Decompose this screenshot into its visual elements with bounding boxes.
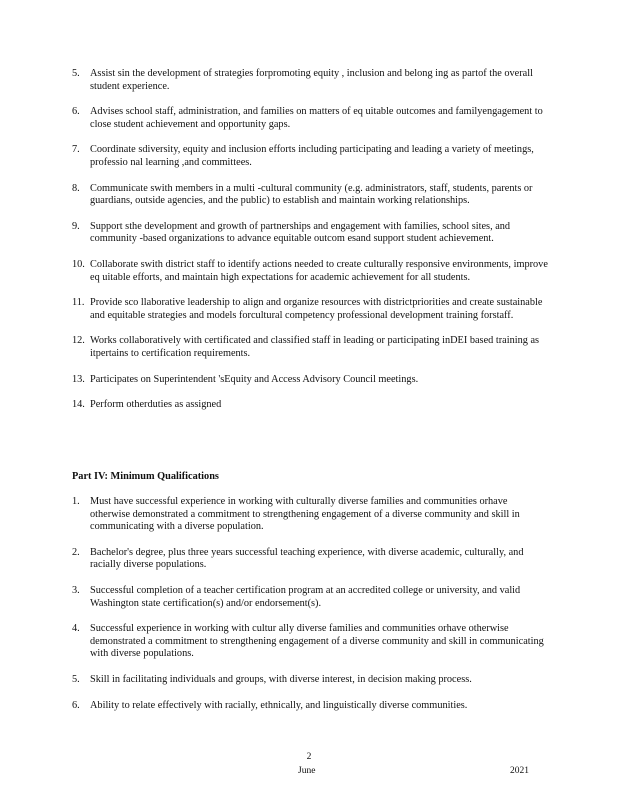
list-item (72, 221, 550, 246)
list-item (72, 674, 550, 687)
list-item (72, 399, 550, 412)
item-number: 9. (72, 220, 80, 232)
item-text: Must have successful experience in working with culturally diverse families and communities orhave otherwise demonstrated a commitment to strengthening engagement of a diverse community and skill in communicating with a diverse population. (90, 496, 520, 533)
footer-year: 2021 (510, 766, 529, 776)
list-item (72, 700, 550, 713)
item-number: 12. (72, 335, 85, 347)
item-number: 6. (72, 699, 80, 711)
item-text: Ability to relate effectively with racially, ethnically, and linguistically diverse communities. (90, 699, 468, 711)
item-text: Support sthe development and growth of partnerships and engagement with families, school sites, and community -based organizations to advance equitable outcom esand support student achievement. (90, 220, 511, 245)
item-number: 2. (72, 546, 80, 558)
item-number: 14. (72, 399, 85, 411)
item-number: 5. (72, 68, 80, 79)
list-item (72, 496, 550, 534)
item-text: Participates on Superintendent 'sEquity and Access Advisory Council meetings. (90, 373, 419, 385)
page-number: 2 (306, 752, 312, 762)
item-number: 7. (72, 144, 80, 156)
list-item (72, 144, 550, 169)
item-number: 5. (72, 673, 80, 685)
item-text: Provide sco llaborative leadership to align and organize resources with districtpriorities and create sustainable and equitable strategies and models forcultural competency professional development training forstaff. (90, 297, 543, 321)
item-text: Coordinate sdiversity, equity and inclusion efforts including participating and leading a variety of meetings, professio nal learning ,and committees. (90, 144, 534, 168)
item-number: 4. (72, 623, 80, 635)
list-item (72, 106, 550, 131)
list-item (72, 547, 550, 572)
section-heading: Part IV: Minimum Qualifications (72, 471, 219, 482)
item-text: Collaborate swith district staff to identify actions needed to create culturally responsive environments, improve eq uitable efforts, and maintain high expectations for academic achievement for all students. (90, 258, 548, 283)
item-number: 11. (72, 297, 85, 309)
footer-month: June (298, 766, 316, 776)
item-text: Bachelor's degree, plus three years successful teaching experience, with diverse academic, culturally, and racially diverse populations. (90, 546, 524, 571)
list-item (72, 585, 550, 610)
item-number: 3. (72, 584, 80, 596)
list-item (72, 183, 550, 208)
responsibilities-list (72, 68, 550, 412)
item-text: Works collaboratively with certificated and classified staff in leading or participating inDEI based training as itpertains to certification requirements. (90, 335, 540, 359)
item-text: Skill in facilitating individuals and groups, with diverse interest, in decision making process. (90, 673, 472, 685)
item-number: 8. (72, 182, 80, 194)
qualifications-list (72, 496, 550, 712)
item-text: Perform otherduties as assigned (90, 399, 222, 411)
list-item (72, 623, 550, 661)
item-number: 1. (72, 496, 80, 507)
list-item (72, 68, 550, 93)
list-item (72, 335, 550, 360)
item-text: Communicate swith members in a multi -cultural community (e.g. administrators, staff, students, parents or guardians, outside agencies, and the public) to establish and maintain working relationships. (90, 182, 533, 207)
item-number: 6. (72, 106, 80, 118)
item-text: Successful experience in working with cultur ally diverse families and communities orhave otherwise demonstrated a commitment to strengthening engagement of a diverse community and skill in communicating with diverse populations. (90, 623, 544, 660)
item-number: 10. (72, 258, 85, 270)
item-text: Assist sin the development of strategies forpromoting equity , inclusion and belong ing as partof the overall student experience. (90, 68, 533, 92)
list-item (72, 297, 550, 322)
list-item (72, 374, 550, 387)
item-text: Successful completion of a teacher certification program at an accredited college or university, and valid Washington state certification(s) and/or endorsement(s). (90, 584, 521, 609)
item-text: Advises school staff, administration, and families on matters of eq uitable outcomes and familyengagement to close student achievement and opportunity gaps. (90, 106, 543, 130)
item-number: 13. (72, 373, 85, 385)
list-item (72, 259, 550, 284)
